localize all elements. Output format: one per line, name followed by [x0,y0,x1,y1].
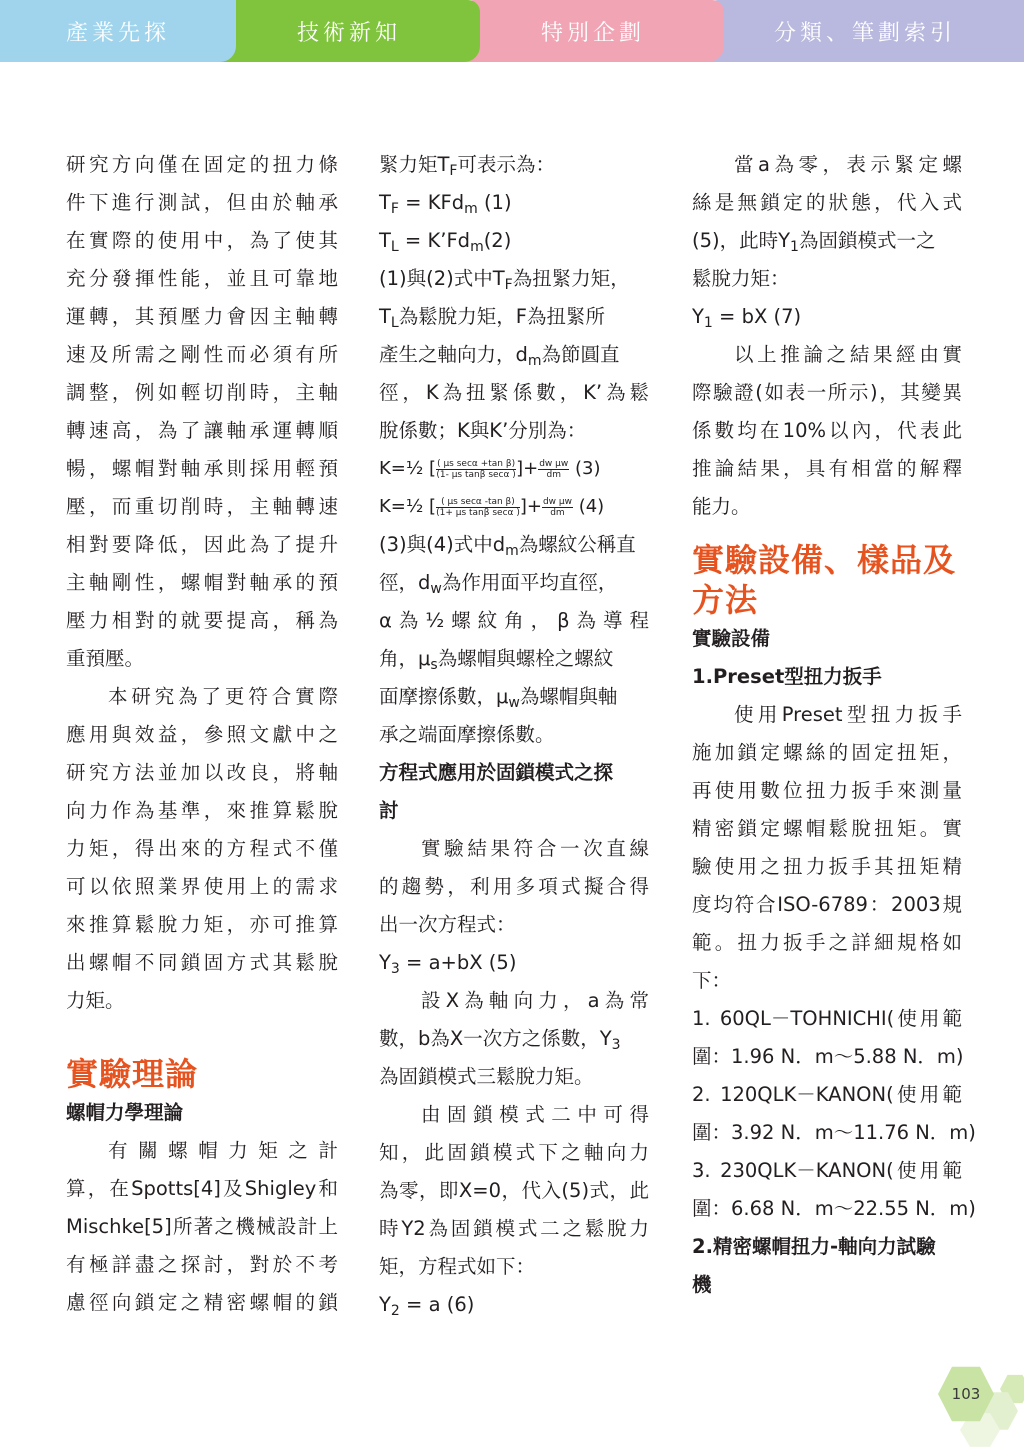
spec-line: 圍：6.68 N．m～22.55 N．m) [692,1197,976,1220]
subsection-heading: 1.Preset型扭力扳手 [692,665,882,688]
text-line: 力矩，得出來的方程式不僅 [66,837,338,860]
text-line: 出螺帽不同鎖固方式其鬆脫 [66,951,338,974]
equation-6: $Y_2 = a$ (6) [379,1293,475,1319]
text-line: $T_L$為鬆脫力矩，F為扭緊所 [379,305,605,331]
text-line: 充分發揮性能，並且可靠地 [66,267,338,290]
section-tabs [0,0,1024,62]
text-line: 應用與效益，參照文獻中之 [66,723,338,746]
subsection-heading: 機 [692,1273,712,1296]
subsection-heading: 螺帽力學理論 [66,1101,184,1124]
text-line: 範。扭力扳手之詳細規格如 [692,931,962,954]
text-line: 知，此固鎖模式下之軸向力 [379,1141,649,1164]
text-line: 主軸剛性，螺帽對軸承的預 [66,571,338,594]
text-line: 設X為軸向力，a為常 [421,989,649,1012]
section-heading-theory: 實驗理論 [66,1055,199,1093]
section-heading-equipment-cont: 方法 [692,581,759,619]
text-line: 為零，即X=0，代入(5)式，此 [379,1179,649,1202]
text-line: 研究方向僅在固定的扭力條 [66,153,338,176]
text-line: 有極詳盡之探討，對於不考 [66,1253,338,1276]
text-line: 算，在Spotts[4]及Shigley和 [66,1177,338,1200]
equation-3: K=½ [ $\frac{\text{( μs secα +tan β)}}{\text{(1- μs tanβ secα )}}$ ]+ $\frac{\text{dw μw}}{dm}$ (3) [379,458,601,480]
text-line: 來推算鬆脫力矩，亦可推算 [66,913,338,936]
subsection-heading: 討 [379,799,399,822]
text-line: (5)，此時$Y_1$為固鎖模式一之 [692,229,936,255]
section-heading-equipment: 實驗設備、樣品及 [692,541,957,579]
subsection-heading: 實驗設備 [692,627,771,650]
text-line: 下： [692,969,732,992]
equation-1: $T_F = KFd_m$ (1) [379,191,512,217]
equation-5: $Y_3 = a+bX$ (5) [379,951,517,977]
text-line: 力矩。 [66,989,125,1012]
text-line: 推論結果，具有相當的解釋 [692,457,962,480]
text-line: 緊力矩$T_F$可表示為： [379,153,555,179]
equation-7: $Y_1$ = bX (7) [692,305,802,331]
tab-industry[interactable]: 產業先探 [0,0,236,62]
text-line: 運轉，其預壓力會因主軸轉 [66,305,338,328]
text-line: (3)與(4)式中$d_m$為螺紋公稱直 [379,533,636,559]
equation-2: $T_L$ = $K’Fd_m(2)$ [379,229,512,255]
article-column-2 [379,146,649,1324]
text-line: 角，$\mu_s$為螺帽與螺栓之螺紋 [379,647,614,673]
text-line: 驗使用之扭力扳手其扭矩精 [692,855,962,878]
text-line: 徑，K為扭緊係數，K’為鬆 [379,381,649,404]
text-line: 鬆脫力矩： [692,267,790,290]
text-line: 壓，而重切削時，主軸轉速 [66,495,338,518]
tab-special-feature[interactable]: 特別企劃 [462,0,724,62]
text-line: 際驗證(如表一所示)，其變異 [692,381,962,404]
text-line: 使用Preset型扭力扳手 [734,703,962,726]
text-line: 研究方法並加以改良，將軸 [66,761,338,784]
text-line: 數，b為X一次方之係數，$Y_3$ [379,1027,621,1053]
text-line: α為½螺紋角，β為導程 [379,609,649,632]
article-column-3 [692,146,976,1304]
text-line: 為固鎖模式三鬆脫力矩。 [379,1065,594,1088]
text-line: 速及所需之剛性而必須有所 [66,343,338,366]
text-line: 由固鎖模式二中可得 [421,1103,649,1126]
text-line: 件下進行測試，但由於軸承 [66,191,338,214]
text-line: 精密鎖定螺帽鬆脫扭矩。實 [692,817,962,840]
text-line: Mischke[5]所著之機械設計上 [66,1215,338,1238]
text-line: 向力作為基準，來推算鬆脫 [66,799,338,822]
text-line: 有關螺帽力矩之計 [108,1139,338,1162]
text-line: 在實際的使用中，為了使其 [66,229,338,252]
text-line: 再使用數位扭力扳手來測量 [692,779,962,802]
text-line: 係數均在10%以內，代表此 [692,419,962,442]
spec-line: 3. 230QLK－KANON(使用範 [692,1159,962,1182]
text-line: 承之端面摩擦係數。 [379,723,555,746]
tab-technology[interactable]: 技術新知 [218,0,480,62]
subsection-heading: 方程式應用於固鎖模式之探 [379,761,614,784]
text-line: 暢，螺帽對軸承則採用輕預 [66,457,338,480]
text-line: 轉速高，為了讓軸承運轉順 [66,419,338,442]
text-line: 產生之軸向力，$d_m$為節圓直 [379,343,620,369]
text-line: 能力。 [692,495,751,518]
text-line: (1)與(2)式中$T_F$為扭緊力矩， [379,267,630,293]
text-line: 面摩擦係數，$\mu_w$為螺帽與軸 [379,685,618,711]
text-line: 時Y2為固鎖模式二之鬆脫力 [379,1217,649,1240]
tab-index[interactable]: 分類、筆劃索引 [706,0,1024,62]
text-line: 實驗結果符合一次直線 [421,837,649,860]
text-line: 調整，例如輕切削時，主軸 [66,381,338,404]
text-line: 脫係數；K與K’分別為： [379,419,587,442]
text-line: 矩，方程式如下： [379,1255,536,1278]
equation-4: K=½ [ $\frac{\text{( μs secα -tan β)}}{\text{(1+ μs tanβ secα )}}$ ]+ $\frac{\text{dw μw}}{dm}$ (4) [379,496,605,518]
text-line: 徑，$d_w$為作用面平均直徑， [379,571,618,597]
text-line: 相對要降低，因此為了提升 [66,533,338,556]
text-line: 以上推論之結果經由實 [734,343,962,366]
text-line: 重預壓。 [66,647,145,670]
text-line: 壓力相對的就要提高，稱為 [66,609,338,632]
text-line: 慮徑向鎖定之精密螺帽的鎖 [66,1291,338,1314]
article-column-1 [66,146,338,1322]
spec-line: 圍：3.92 N．m～11.76 N．m) [692,1121,976,1144]
text-line: 當a為零，表示緊定螺 [734,153,962,176]
text-line: 本研究為了更符合實際 [108,685,338,708]
text-line: 絲是無鎖定的狀態，代入式 [692,191,962,214]
subsection-heading: 2.精密螺帽扭力-軸向力試驗 [692,1235,936,1258]
text-line: 出一次方程式： [379,913,516,936]
spec-line: 2. 120QLK－KANON(使用範 [692,1083,962,1106]
spec-line: 1. 60QL－TOHNICHI(使用範 [692,1007,962,1030]
text-line: 可以依照業界使用上的需求 [66,875,338,898]
page-number: 103 [951,1385,981,1403]
text-line: 施加鎖定螺絲的固定扭矩， [692,741,962,764]
text-line: 的趨勢，利用多項式擬合得 [379,875,649,898]
text-line: 度均符合ISO-6789：2003規 [692,893,962,916]
spec-line: 圍：1.96 N．m～5.88 N．m) [692,1045,964,1068]
